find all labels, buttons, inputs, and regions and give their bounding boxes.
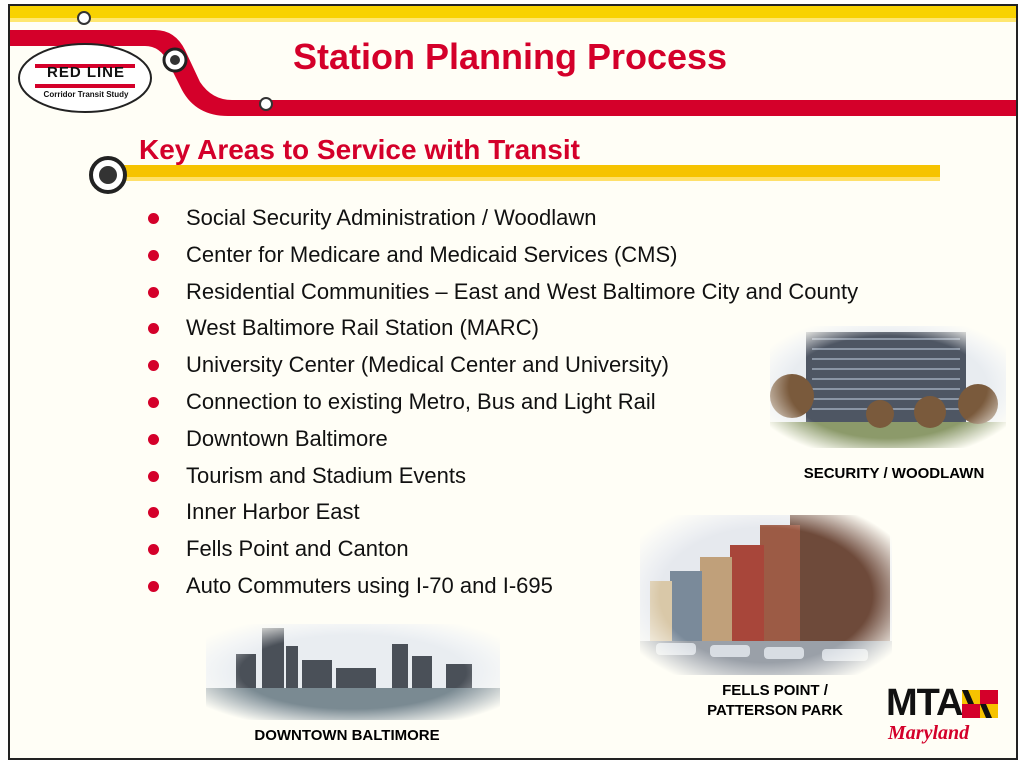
mta-maryland-logo [886,682,1001,746]
bullet-icon [148,544,159,555]
logo-brand: RED LINE [46,64,125,81]
section-heading: Key Areas to Service with Transit [139,134,580,165]
list-item: Residential Communities – East and West Baltimore City and County [148,277,858,314]
fells-point-caption [690,681,860,721]
fells-point-caption-line1: FELLS POINT / [722,682,828,699]
list-item: Center for Medicare and Medicaid Services (CMS) [148,240,858,277]
bullet-icon [148,581,159,592]
station-dot-top [76,10,92,26]
logo-tagline: Corridor Transit Study [43,90,129,99]
bullet-icon [148,250,159,261]
list-item: Connection to existing Metro, Bus and Light Rail [148,387,858,424]
list-item: Tourism and Stadium Events [148,461,858,498]
bullet-icon [148,213,159,224]
bullet-icon [148,397,159,408]
bullet-icon [148,323,159,334]
fells-point-caption-line2: PATTERSON PARK [707,702,843,719]
bullet-icon [148,507,159,518]
station-dot-subtitle [88,155,128,195]
bullet-icon [148,287,159,298]
maryland-flag-icon [962,690,998,718]
bullet-icon [148,360,159,371]
security-woodlawn-caption: SECURITY / WOODLAWN [803,465,985,482]
security-woodlawn-photo [770,326,1006,448]
bullet-icon [148,471,159,482]
list-item: Fells Point and Canton [148,534,858,571]
list-item: West Baltimore Rail Station (MARC) [148,313,858,350]
list-item: Social Security Administration / Woodlawn [148,203,858,240]
list-item: Auto Commuters using I-70 and I-695 [148,571,858,608]
page-title: Station Planning Process [292,36,728,77]
list-item: University Center (Medical Center and University) [148,350,858,387]
list-item: Downtown Baltimore [148,424,858,461]
list-item: Inner Harbor East [148,497,858,534]
downtown-baltimore-caption: DOWNTOWN BALTIMORE [254,727,440,744]
mta-logo-script: Maryland [888,722,970,744]
bullet-icon [148,434,159,445]
mta-logo-text: MTA [886,682,963,724]
fells-point-photo [640,515,892,675]
downtown-baltimore-photo [206,624,500,720]
station-dot-right [258,96,274,112]
